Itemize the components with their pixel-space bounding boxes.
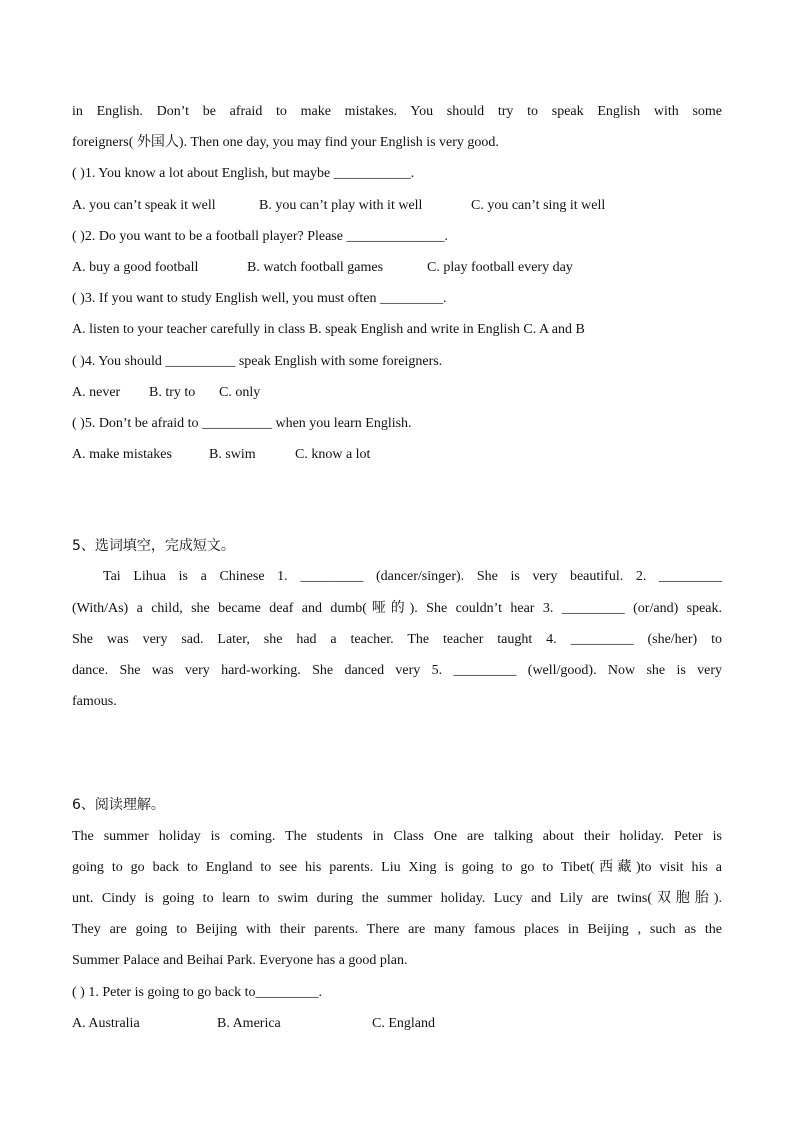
option-a: A. buy a good football bbox=[72, 259, 199, 275]
reading-line: unt. Cindy is going to learn to swim during the summer holiday. Lucy and Lily are twins(双胞胎). bbox=[72, 890, 722, 906]
option-b: B. you can’t play with it well bbox=[259, 197, 423, 213]
question-stem: ( )3. If you want to study English well, you must often _________. bbox=[72, 291, 447, 307]
option-c: C. only bbox=[219, 384, 261, 400]
option-b: B. swim bbox=[209, 447, 256, 463]
question-stem: ( )5. Don’t be afraid to __________ when you learn English. bbox=[72, 415, 412, 431]
option-a: A. Australia bbox=[72, 1015, 140, 1031]
option-c: C. play football every day bbox=[427, 259, 573, 275]
reading-line: The summer holiday is coming. The students in Class One are talking about their holiday. Peter is bbox=[72, 828, 722, 844]
reading-line: going to go back to England to see his parents. Liu Xing is going to go to Tibet(西藏)to visit his a bbox=[72, 859, 722, 875]
option-c: C. you can’t sing it well bbox=[471, 197, 606, 213]
question-stem: ( )1. You know a lot about English, but maybe ___________. bbox=[72, 166, 415, 182]
cloze-line: famous. bbox=[72, 694, 117, 710]
cloze-line: She was very sad. Later, she had a teacher. The teacher taught 4. _________ (she/her) to bbox=[72, 631, 722, 647]
passage-line: in English. Don’t be afraid to make mistakes. You should try to speak English with some bbox=[72, 104, 722, 119]
question-stem: ( )4. You should __________ speak English with some foreigners. bbox=[72, 353, 443, 369]
section-6-heading: 6、阅读理解。 bbox=[72, 797, 165, 814]
option-b: B. watch football games bbox=[247, 259, 384, 275]
question-stem: ( )2. Do you want to be a football player? Please ______________. bbox=[72, 228, 448, 244]
question-options bbox=[72, 256, 722, 287]
reading-line: They are going to Beijing with their parents. There are many famous places in Beijing , such as the bbox=[72, 922, 722, 938]
question-options bbox=[72, 1012, 722, 1043]
option-a: A. you can’t speak it well bbox=[72, 197, 216, 213]
option-b: B. America bbox=[217, 1015, 281, 1031]
option-a: A. make mistakes bbox=[72, 447, 172, 463]
cloze-line: (With/As) a child, she became deaf and dumb(哑的). She couldn’t hear 3. _________ (or/and) speak. bbox=[72, 600, 722, 616]
option-b: B. try to bbox=[149, 384, 196, 400]
passage-line: foreigners( 外国人). Then one day, you may find your English is very good. bbox=[72, 135, 499, 151]
option-c: C. know a lot bbox=[295, 447, 371, 463]
question-stem: ( ) 1. Peter is going to go back to_________. bbox=[72, 984, 323, 1000]
question-options bbox=[72, 443, 722, 474]
question-options bbox=[72, 381, 722, 412]
cloze-line: dance. She was very hard-working. She danced very 5. _________ (well/good). Now she is very bbox=[72, 663, 722, 678]
option-a: A. never bbox=[72, 384, 121, 400]
option-all: A. listen to your teacher carefully in class B. speak English and write in English C. A and B bbox=[72, 322, 585, 338]
option-c: C. England bbox=[372, 1015, 435, 1031]
section-5-heading: 5、选词填空，完成短文。 bbox=[72, 538, 235, 555]
question-options bbox=[72, 318, 722, 349]
worksheet-page bbox=[72, 100, 722, 1043]
question-options bbox=[72, 194, 722, 225]
cloze-line: Tai Lihua is a Chinese 1. _________ (dancer/singer). She is very beautiful. 2. _________ bbox=[103, 569, 722, 585]
reading-line: Summer Palace and Beihai Park. Everyone has a good plan. bbox=[72, 953, 408, 969]
